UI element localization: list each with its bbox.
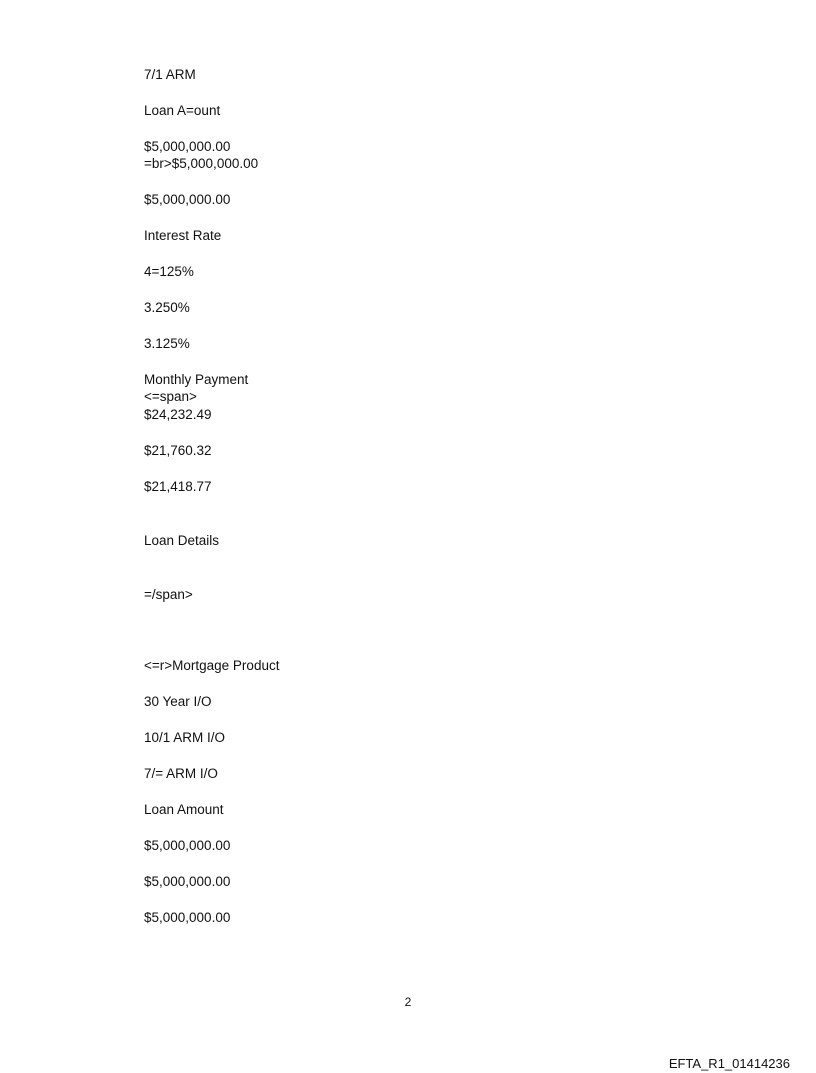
page-number: 2: [404, 995, 412, 1009]
text-line: Loan Details: [144, 533, 220, 548]
text-line: $5,000,000.00: [144, 910, 231, 925]
text-line: <=r>Mortgage Product: [144, 658, 280, 673]
text-line: 30 Year I/O: [144, 694, 212, 709]
text-line: $21,418.77: [144, 479, 212, 494]
text-line: $5,000,000.00: [144, 192, 231, 207]
text-line: 10/1 ARM I/O: [144, 730, 226, 745]
text-line: 7/= ARM I/O: [144, 766, 218, 781]
text-line: <=span>: [144, 389, 197, 404]
text-line: =/span>: [144, 587, 193, 602]
text-line: Interest Rate: [144, 228, 222, 243]
text-line: 7/1 ARM: [144, 67, 196, 82]
text-line: 3.125%: [144, 336, 190, 351]
text-line: $5,000,000.00: [144, 874, 231, 889]
text-line: $24,232.49: [144, 407, 212, 422]
text-line: $5,000,000.00: [144, 838, 231, 853]
text-line: 3.250%: [144, 300, 190, 315]
text-line: 4=125%: [144, 264, 194, 279]
text-line: $21,760.32: [144, 443, 212, 458]
text-line: $5,000,000.00: [144, 139, 231, 154]
text-line: Loan A=ount: [144, 103, 221, 118]
bates-identifier: EFTA_R1_01414236: [668, 1056, 790, 1071]
text-line: =br>$5,000,000.00: [144, 156, 259, 171]
text-line: Loan Amount: [144, 802, 224, 817]
text-line: Monthly Payment: [144, 372, 249, 387]
